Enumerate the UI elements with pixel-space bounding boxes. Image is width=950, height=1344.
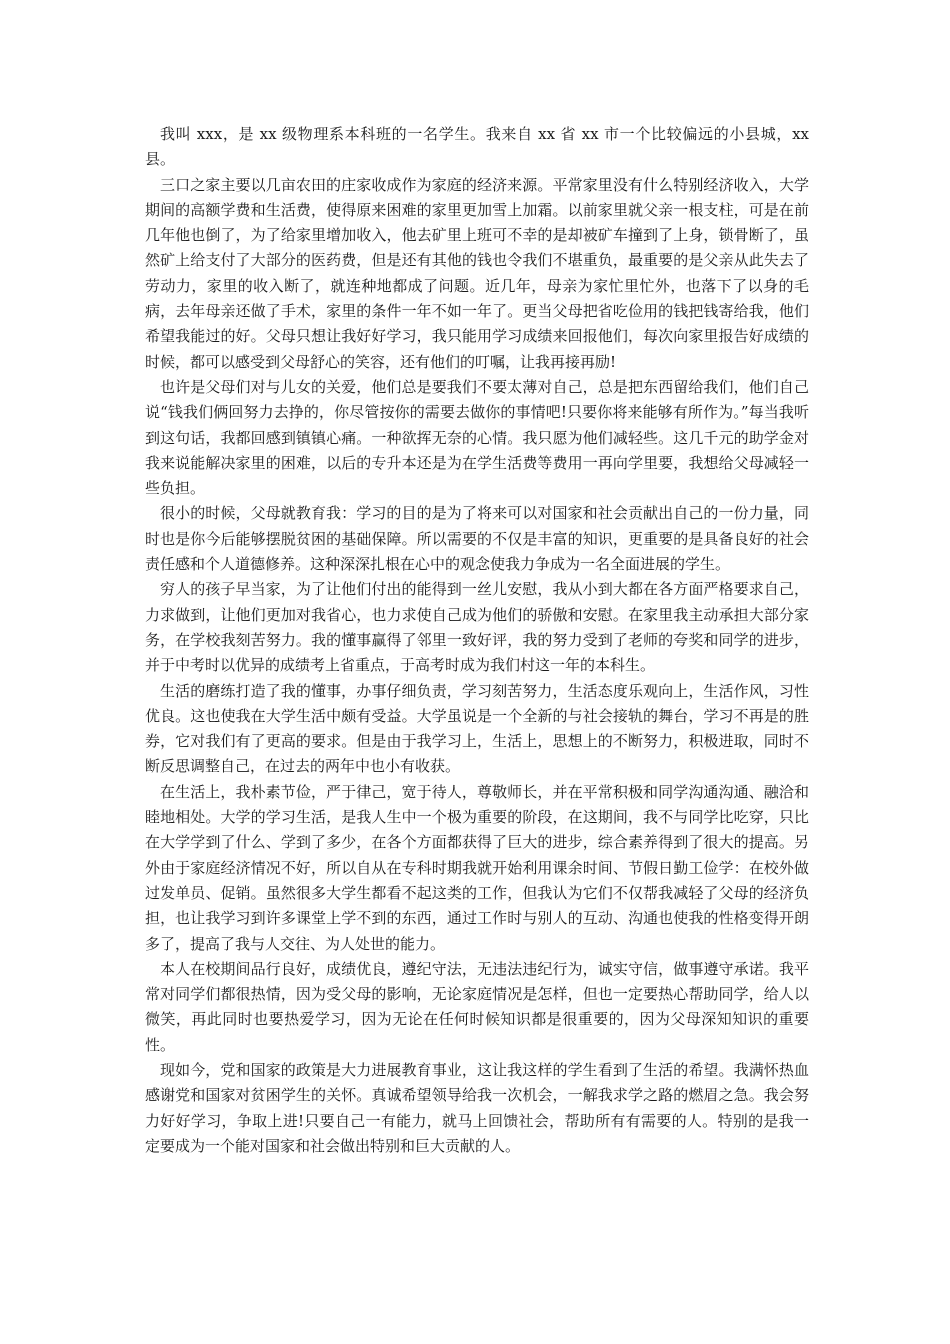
paragraph-conduct: 本人在校期间品行良好，成绩优良，遵纪守法，无违法违纪行为，诚实守信，做事遵守承诺。我平常对同学们都很热情，因为受父母的影响，无论家庭情况是怎样，但也一定要热心帮助同学，给人以微笑，再此同时也要热爱学习，因为无论在任何时候知识都是很重要的，因为父母深知知识的重要性。 [145,959,809,1054]
paragraph-campus-life: 在生活上，我朴素节俭，严于律己，宽于待人，尊敬师长，并在平常积极和同学沟通沟通、融洽和睦地相处。大学的学习生活，是我人生中一个极为重要的阶段，在这期间，我不与同学比吃穿，只比在大学学到了什么、学到了多少，在各个方面都获得了巨大的进步，综合素养得到了很大的提高。另外由于家庭经济情况不好，所以自从在专科时期我就开始利用课余时间、节假日勤工俭学：在校外做过发单员、促销。虽然很多大学生都看不起这类的工作，但我认为它们不仅帮我减轻了父母的经济负担，也让我学习到许多课堂上学不到的东西，通过工作时与别人的互动、沟通也使我的性格变得开朗多了，提高了我与人交往、为人处世的能力。 [145,782,809,953]
document-body [145,122,809,1159]
paragraph-self-discipline: 穷人的孩子早当家，为了让他们付出的能得到一丝儿安慰，我从小到大都在各方面严格要求自己，力求做到，让他们更加对我省心，也力求使自己成为他们的骄傲和安慰。在家里我主动承担大部分家务，在学校我刻苦努力。我的懂事赢得了邻里一致好评，我的努力受到了老师的夸奖和同学的进步，并于中考时以优异的成绩考上省重点，于高考时成为我们村这一年的本科生。 [145,580,809,675]
paragraph-family-background: 三口之家主要以几亩农田的庄家收成作为家庭的经济来源。平常家里没有什么特别经济收入，大学期间的高额学费和生活费，使得原来困难的家里更加雪上加霜。以前家里就父亲一根支柱，可是在前几年他也倒了，为了给家里增加收入，他去矿里上班可不幸的是却被矿车撞到了上身，锁骨断了，虽然矿上给支付了大部分的医药费，但是还有其他的钱也令我们不堪重负，最重要的是父亲从此失去了劳动力，家里的收入断了，就连种地都成了问题。近几年，母亲为家忙里忙外，也落下了以身的毛病，去年母亲还做了手术，家里的条件一年不如一年了。更当父母把省吃俭用的钱把钱寄给我，他们希望我能过的好。父母只想让我好好学习，我只能用学习成绩来回报他们，每次向家里报告好成绩的时候，都可以感受到父母舒心的笑容，还有他们的叮嘱，让我再接再励! [145,175,809,371]
paragraph-parents-love: 也许是父母们对与儿女的关爱，他们总是要我们不要太薄对自己，总是把东西留给我们，他们自己说“钱我们俩回努力去挣的，你尽管按你的需要去做你的事情吧!只要你将来能够有所作为。”每当我听到这句话，我都回感到镇镇心痛。一种欲挥无奈的心情。我只愿为他们减轻些。这几千元的助学金对我来说能解决家里的困难，以后的专升本还是为在学生活费等费用一再向学里要，我想给父母减轻一些负担。 [145,377,809,498]
paragraph-education: 很小的时候，父母就教育我：学习的目的是为了将来可以对国家和社会贡献出自己的一份力量，同时也是你今后能够摆脱贫困的基础保障。所以需要的不仅是丰富的知识，更重要的是具备良好的社会责任感和个人道德修养。这种深深扎根在心中的观念使我力争成为一名全面进展的学生。 [145,504,809,574]
paragraph-intro: 我叫 xxx，是 xx 级物理系本科班的一名学生。我来自 xx 省 xx 市一个比较偏远的小县城，xx 县。 [145,125,809,169]
paragraph-conclusion: 现如今，党和国家的政策是大力进展教育事业，这让我这样的学生看到了生活的希望。我满怀热血感谢党和国家对贫困学生的关怀。真诚希望领导给我一次机会，一解我求学之路的燃眉之急。我会努力好好学习，争取上进!只要自己一有能力，就马上回馈社会，帮助所有有需要的人。特别的是我一定要成为一个能对国家和社会做出特别和巨大贡献的人。 [145,1060,809,1155]
paragraph-life-training: 生活的磨练打造了我的懂事，办事仔细负责，学习刻苦努力，生活态度乐观向上，生活作风，习性优良。这也使我在大学生活中颇有受益。大学虽说是一个全新的与社会接轨的舞台，学习不再是的胜券，它对我们有了更高的要求。但是由于我学习上，生活上，思想上的不断努力，积极进取，同时不断反思调整自己，在过去的两年中也小有收获。 [145,681,809,776]
